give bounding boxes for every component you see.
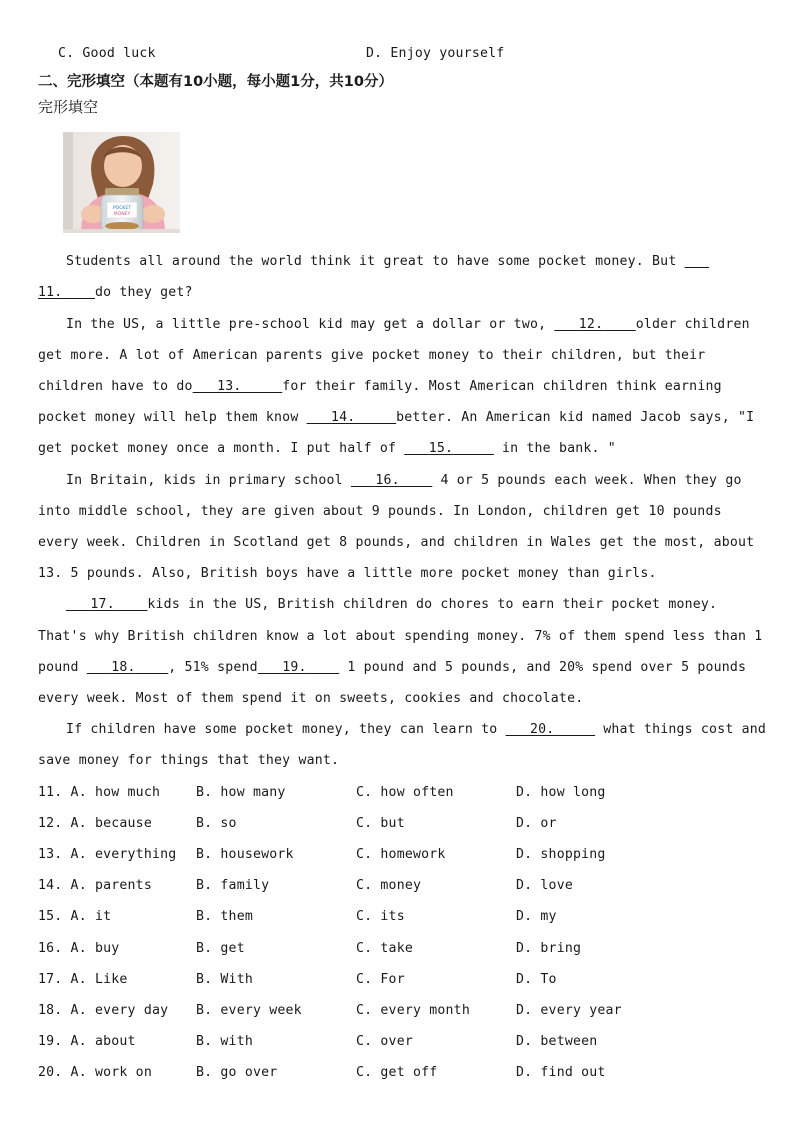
option-a: 19. A. about (38, 1034, 136, 1049)
option-b: B. with (196, 1034, 253, 1049)
passage-line: If children have some pocket money, they can learn to 20. what things cost and (66, 722, 767, 737)
option-a: 17. A. Like (38, 972, 128, 987)
passage-line: children have to do 13. for their family. Most American children think earning (38, 379, 722, 394)
option-d: D. love (516, 878, 573, 893)
blank-lead (685, 254, 709, 269)
option-c: C. take (356, 941, 413, 956)
blank-17: 17. (90, 597, 115, 612)
passage-line: pocket money will help them know 14. better. An American kid named Jacob says, "I (38, 410, 755, 425)
blank-16: 16. (375, 473, 400, 488)
passage-line: 11. do they get? (38, 285, 193, 300)
jar-label-line1: POCKET (112, 206, 132, 211)
option-c: C. homework (356, 847, 446, 862)
option-a: 11. A. how much (38, 785, 161, 800)
option-d: D. how long (516, 785, 606, 800)
option-c: C. its (356, 909, 405, 924)
option-a: 15. A. it (38, 909, 112, 924)
passage-line: pound 18. , 51% spend 19. 1 pound and 5 pounds, and 20% spend over 5 pounds (38, 660, 747, 675)
passage-line: save money for things that they want. (38, 753, 340, 768)
option-a: 14. A. parents (38, 878, 152, 893)
option-d: D. To (516, 972, 557, 987)
passage-line: In the US, a little pre-school kid may get a dollar or two, 12. older children (66, 317, 750, 332)
option-b: B. housework (196, 847, 294, 862)
option-c: C. but (356, 816, 405, 831)
passage-line: get pocket money once a month. I put half of 15. in the bank. " (38, 441, 616, 456)
option-a: 12. A. because (38, 816, 152, 831)
prev-option-c: C. Good luck (58, 46, 156, 61)
blank-13: 13. (217, 379, 242, 394)
option-d: D. my (516, 909, 557, 924)
blank-14: 14. (331, 410, 356, 425)
passage-line: 17. kids in the US, British children do chores to earn their pocket money. (66, 597, 778, 612)
passage-line: into middle school, they are given about 9 pounds. In London, children get 10 pounds (38, 504, 722, 519)
option-a: 20. A. work on (38, 1065, 152, 1080)
option-d: D. shopping (516, 847, 606, 862)
passage-line: get more. A lot of American parents give pocket money to their children, but their (38, 348, 706, 363)
option-b: B. go over (196, 1065, 278, 1080)
passage-line: every week. Children in Scotland get 8 pounds, and children in Wales get the most, about (38, 535, 755, 550)
option-d: D. find out (516, 1065, 606, 1080)
section-heading: 二、完形填空（本题有10小题，每小题1分，共10分） (38, 74, 393, 90)
option-b: B. how many (196, 785, 286, 800)
option-b: B. them (196, 909, 253, 924)
blank-20: 20. (529, 722, 555, 737)
blank-19: 19. (282, 660, 307, 675)
option-d: D. every year (516, 1003, 622, 1018)
option-d: D. or (516, 816, 557, 831)
passage-line: 13. 5 pounds. Also, British boys have a little more pocket money than girls. (38, 566, 657, 581)
passage-line: every week. Most of them spend it on sweets, cookies and chocolate. (38, 691, 584, 706)
option-a: 16. A. buy (38, 941, 120, 956)
jar-label-line2: MONEY (113, 212, 131, 217)
option-c: C. get off (356, 1065, 438, 1080)
option-b: B. With (196, 972, 253, 987)
section-subheading: 完形填空 (38, 98, 99, 116)
option-c: C. how often (356, 785, 454, 800)
option-c: C. money (356, 878, 422, 893)
option-c: C. every month (356, 1003, 470, 1018)
blank-18: 18. (111, 660, 136, 675)
passage-line: In Britain, kids in primary school 16. 4 or 5 pounds each week. When they go (66, 473, 742, 488)
option-b: B. so (196, 816, 237, 831)
blank-11: 11. (38, 285, 63, 300)
option-c: C. For (356, 972, 405, 987)
option-b: B. get (196, 941, 245, 956)
option-a: 13. A. everything (38, 847, 177, 862)
passage-line: Students all around the world think it great to have some pocket money. But (66, 254, 778, 269)
girl-with-money-jar-image (63, 132, 180, 233)
blank-12: 12. (578, 317, 604, 332)
option-c: C. over (356, 1034, 413, 1049)
prev-option-d: D. Enjoy yourself (366, 46, 505, 61)
option-b: B. every week (196, 1003, 302, 1018)
option-a: 18. A. every day (38, 1003, 169, 1018)
option-d: D. bring (516, 941, 582, 956)
option-d: D. between (516, 1034, 598, 1049)
blank-15: 15. (428, 441, 454, 456)
option-b: B. family (196, 878, 270, 893)
passage-line: That's why British children know a lot about spending money. 7% of them spend less than 1 (38, 629, 763, 644)
